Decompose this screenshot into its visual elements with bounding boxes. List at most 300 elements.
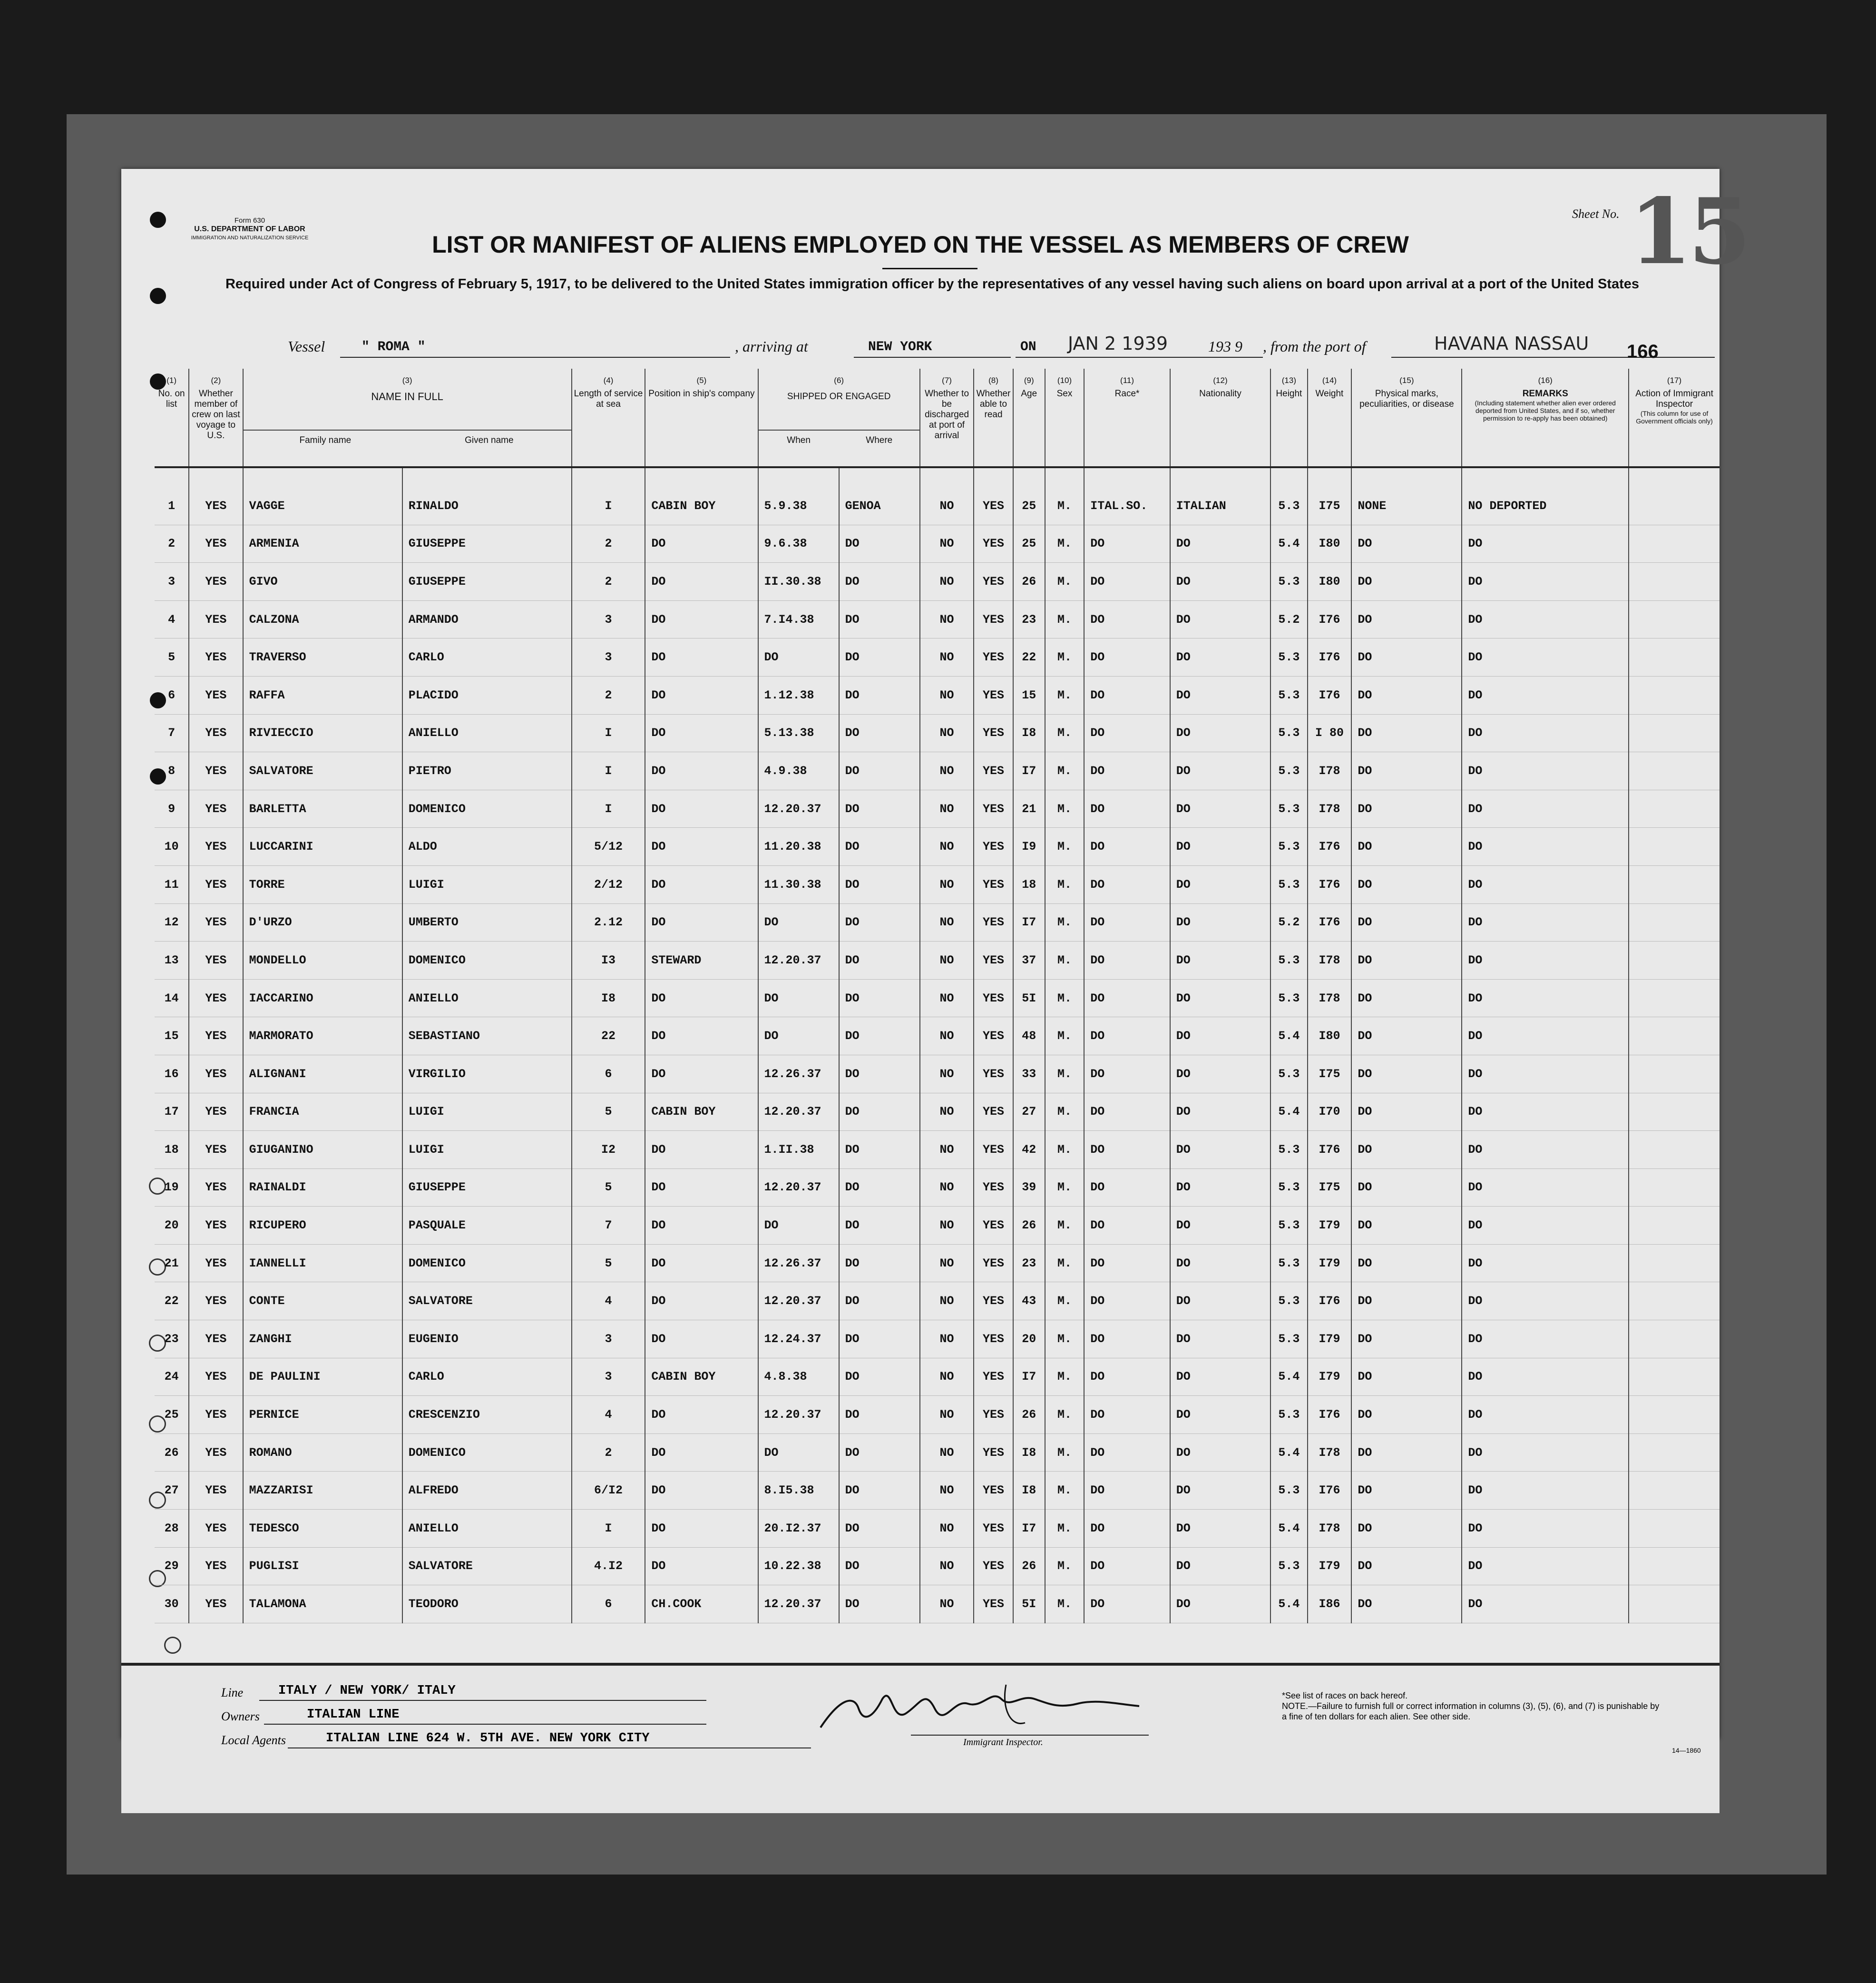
cell-service-length: 3 [572,638,645,677]
cell-position: DO [645,1320,758,1358]
cell-able-to-read: YES [974,714,1013,752]
cell-age: I7 [1013,903,1045,942]
cell-given-name: GIUSEPPE [402,525,572,563]
cell-prior-voyage: YES [189,1396,243,1434]
cell-age: I8 [1013,1433,1045,1472]
cell-physical-marks: DO [1351,1358,1462,1396]
cell-weight: I75 [1308,1055,1352,1093]
cell-nationality: DO [1170,714,1270,752]
cell-discharged: NO [920,1320,974,1358]
cell-race: DO [1084,1244,1170,1282]
cell-service-length: 6/I2 [572,1472,645,1510]
col-header-marks: (15) Physical marks, peculiarities, or disease [1351,369,1462,467]
cell-shipped-when: 12.24.37 [758,1320,839,1358]
cell-shipped-where: DO [839,676,920,714]
cell-race: DO [1084,865,1170,903]
cell-family-name: ZANGHI [243,1320,402,1358]
cell-service-length: 2 [572,525,645,563]
cell-height: 5.3 [1270,828,1307,866]
cell-service-length: I [572,752,645,790]
cell-inspector-action [1629,1547,1720,1585]
cell-remarks: DO [1462,1055,1629,1093]
cell-weight: I76 [1308,1131,1352,1169]
cell-race: DO [1084,676,1170,714]
cell-prior-voyage: YES [189,563,243,601]
cell-inspector-action [1629,1168,1720,1207]
agents-value: ITALIAN LINE 624 W. 5TH AVE. NEW YORK CITY [326,1731,650,1746]
cell-given-name: ALFREDO [402,1472,572,1510]
cell-discharged: NO [920,676,974,714]
cell-service-length: I [572,714,645,752]
cell-nationality: DO [1170,1244,1270,1282]
cell-sex: M. [1045,1168,1085,1207]
cell-no: 3 [155,563,189,601]
cell-position: DO [645,979,758,1017]
cell-weight: I76 [1308,865,1352,903]
cell-nationality: DO [1170,1320,1270,1358]
cell-service-length: 4 [572,1282,645,1320]
cell-height: 5.3 [1270,638,1307,677]
cell-physical-marks: DO [1351,1320,1462,1358]
inspector-signature [811,1680,1144,1742]
cell-able-to-read: YES [974,979,1013,1017]
cell-nationality: DO [1170,1282,1270,1320]
cell-sex: M. [1045,942,1085,980]
vessel-line [121,333,1720,362]
cell-nationality: DO [1170,979,1270,1017]
cell-service-length: 2 [572,563,645,601]
cell-race: DO [1084,1168,1170,1207]
table-row [155,1093,1720,1131]
cell-sex: M. [1045,1510,1085,1548]
vessel-label: Vessel [288,338,325,355]
cell-able-to-read: YES [974,752,1013,790]
cell-race: DO [1084,1320,1170,1358]
cell-age: 26 [1013,1396,1045,1434]
cell-shipped-when: 4.9.38 [758,752,839,790]
cell-nationality: DO [1170,942,1270,980]
cell-service-length: I8 [572,979,645,1017]
cell-remarks: DO [1462,1244,1629,1282]
cell-weight: I79 [1308,1547,1352,1585]
cell-given-name: DOMENICO [402,1244,572,1282]
cell-weight: I80 [1308,563,1352,601]
cell-sex: M. [1045,600,1085,638]
cell-nationality: DO [1170,1472,1270,1510]
cell-given-name: EUGENIO [402,1320,572,1358]
cell-weight: I86 [1308,1585,1352,1623]
cell-position: DO [645,1472,758,1510]
cell-race: DO [1084,752,1170,790]
cell-inspector-action [1629,1131,1720,1169]
cell-able-to-read: YES [974,1585,1013,1623]
cell-family-name: SALVATORE [243,752,402,790]
table-row [155,752,1720,790]
cell-discharged: NO [920,865,974,903]
footnotes: *See list of races on back hereof. NOTE.—Failure to furnish full or correct information in columns (3), (5), (6), and (7) is punishable by a fine of ten dollars for each alien. See other side. [1282,1691,1660,1721]
cell-shipped-where: DO [839,1207,920,1245]
cell-race: DO [1084,1585,1170,1623]
cell-no: 18 [155,1131,189,1169]
cell-given-name: GIUSEPPE [402,1168,572,1207]
cell-age: I7 [1013,1358,1045,1396]
cell-inspector-action [1629,790,1720,828]
cell-given-name: ALDO [402,828,572,866]
cell-age: 26 [1013,563,1045,601]
cell-height: 5.3 [1270,942,1307,980]
cell-shipped-where: DO [839,1510,920,1548]
cell-able-to-read: YES [974,1472,1013,1510]
cell-position: DO [645,563,758,601]
cell-discharged: NO [920,1472,974,1510]
cell-position: DO [645,1131,758,1169]
cell-age: 18 [1013,865,1045,903]
table-row [155,942,1720,980]
cell-remarks: DO [1462,1207,1629,1245]
cell-nationality: DO [1170,790,1270,828]
cell-shipped-when: 5.13.38 [758,714,839,752]
cell-physical-marks: DO [1351,600,1462,638]
cell-position: DO [645,638,758,677]
cell-given-name: PLACIDO [402,676,572,714]
cell-prior-voyage: YES [189,1320,243,1358]
cell-family-name: FRANCIA [243,1093,402,1131]
col-header-read: (8) Whether able to read [974,369,1013,467]
cell-no: 30 [155,1585,189,1623]
col-header-weight: (14) Weight [1308,369,1352,467]
cell-able-to-read: YES [974,1358,1013,1396]
cell-weight: I79 [1308,1207,1352,1245]
cell-race: DO [1084,1510,1170,1548]
cell-family-name: ALIGNANI [243,1055,402,1093]
cell-service-length: 6 [572,1055,645,1093]
cell-weight: I75 [1308,467,1352,525]
cell-inspector-action [1629,1017,1720,1055]
cell-position: STEWARD [645,942,758,980]
cell-able-to-read: YES [974,790,1013,828]
form-number: Form 630 U.S. DEPARTMENT OF LABOR IMMIGRATION AND NATURALIZATION SERVICE [191,216,309,241]
cell-physical-marks: DO [1351,1510,1462,1548]
cell-shipped-when: 12.20.37 [758,1585,839,1623]
cell-nationality: DO [1170,600,1270,638]
cell-discharged: NO [920,1282,974,1320]
cell-no: 1 [155,467,189,525]
cell-sex: M. [1045,525,1085,563]
cell-prior-voyage: YES [189,1547,243,1585]
cell-shipped-when: DO [758,1017,839,1055]
cell-shipped-where: DO [839,979,920,1017]
cell-shipped-when: 8.I5.38 [758,1472,839,1510]
cell-inspector-action [1629,1282,1720,1320]
cell-nationality: DO [1170,1396,1270,1434]
cell-sex: M. [1045,752,1085,790]
cell-sex: M. [1045,1207,1085,1245]
cell-weight: I78 [1308,942,1352,980]
cell-age: 5I [1013,979,1045,1017]
cell-prior-voyage: YES [189,752,243,790]
cell-age: 5I [1013,1585,1045,1623]
cell-height: 5.4 [1270,1017,1307,1055]
cell-no: 4 [155,600,189,638]
cell-discharged: NO [920,600,974,638]
table-row [155,563,1720,601]
cell-shipped-where: DO [839,1396,920,1434]
cell-able-to-read: YES [974,1282,1013,1320]
cell-inspector-action [1629,600,1720,638]
cell-shipped-where: DO [839,790,920,828]
cell-remarks: DO [1462,638,1629,677]
cell-shipped-where: DO [839,563,920,601]
cell-shipped-where: DO [839,714,920,752]
cell-inspector-action [1629,1055,1720,1093]
cell-family-name: MARMORATO [243,1017,402,1055]
cell-shipped-when: 12.26.37 [758,1244,839,1282]
col-header-inspector-action: (17) Action of Immigrant Inspector (This column for use of Government officials only) [1629,369,1720,467]
cell-position: DO [645,525,758,563]
cell-prior-voyage: YES [189,638,243,677]
cell-physical-marks: DO [1351,1055,1462,1093]
cell-inspector-action [1629,638,1720,677]
cell-remarks: DO [1462,979,1629,1017]
cell-race: DO [1084,942,1170,980]
cell-inspector-action [1629,979,1720,1017]
cell-remarks: DO [1462,563,1629,601]
cell-physical-marks: DO [1351,865,1462,903]
cell-sex: M. [1045,1320,1085,1358]
cell-shipped-when: II.30.38 [758,563,839,601]
cell-shipped-where: DO [839,525,920,563]
cell-prior-voyage: YES [189,942,243,980]
cell-race: DO [1084,1055,1170,1093]
cell-remarks: DO [1462,942,1629,980]
table-row [155,1207,1720,1245]
cell-service-length: 6 [572,1585,645,1623]
cell-discharged: NO [920,828,974,866]
title-rule [882,268,977,269]
cell-race: DO [1084,1282,1170,1320]
cell-remarks: DO [1462,1433,1629,1472]
cell-remarks: DO [1462,752,1629,790]
cell-able-to-read: YES [974,563,1013,601]
cell-service-length: 2/12 [572,865,645,903]
col-header-no: (1) No. on list [155,369,189,467]
cell-remarks: DO [1462,1585,1629,1623]
cell-family-name: TALAMONA [243,1585,402,1623]
cell-position: DO [645,903,758,942]
cell-prior-voyage: YES [189,714,243,752]
cell-discharged: NO [920,1358,974,1396]
cell-shipped-where: DO [839,865,920,903]
cell-height: 5.4 [1270,1093,1307,1131]
cell-discharged: NO [920,1131,974,1169]
cell-position: CABIN BOY [645,467,758,525]
cell-weight: I76 [1308,1282,1352,1320]
cell-shipped-where: DO [839,1017,920,1055]
cell-height: 5.3 [1270,790,1307,828]
cell-sex: M. [1045,1472,1085,1510]
cell-inspector-action [1629,1244,1720,1282]
cell-weight: I70 [1308,1093,1352,1131]
cell-remarks: DO [1462,1547,1629,1585]
cell-shipped-when: 12.20.37 [758,1396,839,1434]
cell-physical-marks: DO [1351,676,1462,714]
cell-age: 25 [1013,467,1045,525]
cell-height: 5.3 [1270,714,1307,752]
cell-no: 6 [155,676,189,714]
cell-age: I8 [1013,714,1045,752]
table-row [155,525,1720,563]
cell-position: DO [645,1433,758,1472]
cell-age: 27 [1013,1093,1045,1131]
cell-age: 33 [1013,1055,1045,1093]
cell-sex: M. [1045,1017,1085,1055]
punch-hole [150,212,166,228]
table-row [155,600,1720,638]
cell-height: 5.3 [1270,1472,1307,1510]
cell-service-length: 4.I2 [572,1547,645,1585]
cell-shipped-when: 9.6.38 [758,525,839,563]
cell-inspector-action [1629,563,1720,601]
cell-no: 17 [155,1093,189,1131]
cell-height: 5.3 [1270,979,1307,1017]
cell-height: 5.2 [1270,600,1307,638]
cell-shipped-where: DO [839,1282,920,1320]
cell-remarks: DO [1462,1093,1629,1131]
table-row [155,467,1720,525]
cell-height: 5.3 [1270,1244,1307,1282]
table-row [155,1547,1720,1585]
cell-physical-marks: DO [1351,714,1462,752]
cell-discharged: NO [920,1168,974,1207]
cell-race: DO [1084,979,1170,1017]
cell-discharged: NO [920,1244,974,1282]
cell-service-length: I [572,790,645,828]
cell-remarks: DO [1462,1472,1629,1510]
cell-position: DO [645,1510,758,1548]
cell-height: 5.3 [1270,1055,1307,1093]
cell-no: 21 [155,1244,189,1282]
cell-family-name: CONTE [243,1282,402,1320]
cell-position: CABIN BOY [645,1093,758,1131]
cell-prior-voyage: YES [189,865,243,903]
cell-sex: M. [1045,1282,1085,1320]
col-header-height: (13) Height [1270,369,1307,467]
cell-no: 29 [155,1547,189,1585]
cell-position: DO [645,790,758,828]
table-row [155,828,1720,866]
cell-race: ITAL.SO. [1084,467,1170,525]
cell-inspector-action [1629,1510,1720,1548]
cell-age: 42 [1013,1131,1045,1169]
cell-prior-voyage: YES [189,1168,243,1207]
cell-service-length: 22 [572,1017,645,1055]
cell-shipped-where: DO [839,1433,920,1472]
cell-shipped-when: DO [758,1433,839,1472]
cell-nationality: DO [1170,903,1270,942]
cell-nationality: DO [1170,1585,1270,1623]
cell-family-name: BARLETTA [243,790,402,828]
arriving-label: , arriving at [735,338,808,355]
cell-physical-marks: NONE [1351,467,1462,525]
cell-race: DO [1084,1433,1170,1472]
cell-shipped-when: 12.20.37 [758,1282,839,1320]
cell-no: 23 [155,1320,189,1358]
cell-discharged: NO [920,1396,974,1434]
cell-shipped-when: 20.I2.37 [758,1510,839,1548]
cell-family-name: RAINALDI [243,1168,402,1207]
cell-service-length: 2 [572,676,645,714]
cell-family-name: IANNELLI [243,1244,402,1282]
punch-hole [164,1637,181,1654]
cell-sex: M. [1045,790,1085,828]
cell-shipped-when: 11.30.38 [758,865,839,903]
cell-weight: I78 [1308,752,1352,790]
cell-able-to-read: YES [974,865,1013,903]
cell-weight: I80 [1308,525,1352,563]
cell-family-name: D'URZO [243,903,402,942]
col-header-discharged: (7) Whether to be discharged at port of arrival [920,369,974,467]
cell-position: DO [645,1168,758,1207]
cell-able-to-read: YES [974,1320,1013,1358]
cell-nationality: DO [1170,1510,1270,1548]
cell-sex: M. [1045,638,1085,677]
cell-prior-voyage: YES [189,676,243,714]
cell-service-length: 5 [572,1168,645,1207]
table-row [155,1244,1720,1282]
cell-given-name: GIUSEPPE [402,563,572,601]
cell-able-to-read: YES [974,638,1013,677]
cell-height: 5.4 [1270,1358,1307,1396]
cell-given-name: DOMENICO [402,1433,572,1472]
cell-height: 5.3 [1270,1168,1307,1207]
cell-no: 20 [155,1207,189,1245]
cell-service-length: I [572,467,645,525]
punch-hole [150,288,166,304]
cell-nationality: DO [1170,1017,1270,1055]
cell-prior-voyage: YES [189,828,243,866]
cell-weight: I79 [1308,1320,1352,1358]
cell-nationality: DO [1170,1433,1270,1472]
cell-able-to-read: YES [974,676,1013,714]
cell-inspector-action [1629,467,1720,525]
cell-weight: I76 [1308,1472,1352,1510]
arrival-year: 193 9 [1208,338,1242,355]
cell-inspector-action [1629,1396,1720,1434]
cell-given-name: VIRGILIO [402,1055,572,1093]
cell-no: 24 [155,1358,189,1396]
cell-able-to-read: YES [974,525,1013,563]
cell-no: 28 [155,1510,189,1548]
table-row [155,1017,1720,1055]
cell-remarks: DO [1462,903,1629,942]
cell-inspector-action [1629,1093,1720,1131]
cell-shipped-where: DO [839,1244,920,1282]
cell-nationality: DO [1170,1547,1270,1585]
cell-sex: M. [1045,1358,1085,1396]
cell-shipped-when: 4.8.38 [758,1358,839,1396]
col-header-position: (5) Position in ship's company [645,369,758,467]
cell-shipped-when: 7.I4.38 [758,600,839,638]
cell-shipped-when: 12.20.37 [758,790,839,828]
cell-able-to-read: YES [974,1396,1013,1434]
cell-height: 5.4 [1270,1433,1307,1472]
table-row [155,1585,1720,1623]
table-row [155,1131,1720,1169]
cell-able-to-read: YES [974,1207,1013,1245]
cell-family-name: DE PAULINI [243,1358,402,1396]
cell-physical-marks: DO [1351,1547,1462,1585]
cell-given-name: PASQUALE [402,1207,572,1245]
